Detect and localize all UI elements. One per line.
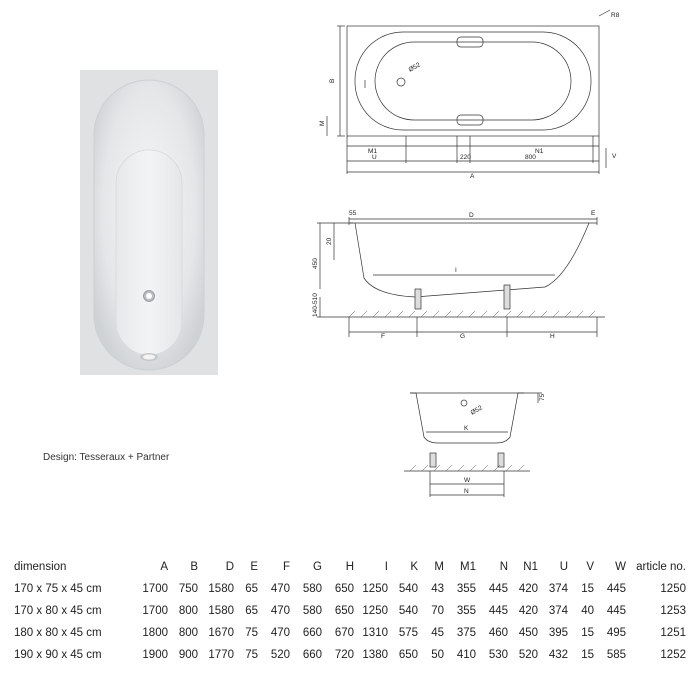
table-cell: 445 [488, 583, 508, 595]
column-header: E [250, 561, 258, 573]
column-header: N1 [523, 561, 538, 573]
column-header: U [559, 561, 568, 573]
label-h: H [550, 333, 555, 340]
table-cell: 395 [548, 627, 568, 639]
table-cell: 470 [270, 627, 290, 639]
table-cell: 650 [334, 583, 354, 595]
table-cell: 75 [245, 649, 258, 661]
table-cell: 650 [334, 605, 354, 617]
table-cell: 650 [398, 649, 418, 661]
table-cell: 420 [518, 605, 538, 617]
table-cell: 1253 [660, 605, 686, 617]
table-cell: 15 [581, 649, 594, 661]
label-220: 220 [460, 154, 471, 161]
table-cell: 445 [488, 605, 508, 617]
table-cell: 900 [178, 649, 198, 661]
label-m: M [319, 120, 326, 126]
column-header: M [434, 561, 444, 573]
label-800: 800 [525, 154, 536, 161]
column-header: G [313, 561, 322, 573]
table-cell: 800 [178, 605, 198, 617]
table-cell: 1250 [362, 583, 388, 595]
table-cell: 1250 [362, 605, 388, 617]
top-view-drawing [310, 8, 618, 180]
label-f: F [381, 333, 385, 340]
table-cell: 15 [581, 627, 594, 639]
column-header: article no. [636, 561, 686, 573]
label-e: E [591, 210, 596, 217]
label-b: B [329, 78, 336, 83]
table-cell: 445 [606, 583, 626, 595]
table-cell: 374 [548, 605, 568, 617]
table-cell: 40 [581, 605, 594, 617]
table-cell: 470 [270, 583, 290, 595]
table-cell: 495 [606, 627, 626, 639]
table-cell: 470 [270, 605, 290, 617]
table-cell: 585 [606, 649, 626, 661]
column-header: K [410, 561, 418, 573]
table-cell: 1310 [362, 627, 388, 639]
table-row [14, 578, 686, 600]
table-cell: 355 [456, 583, 476, 595]
table-cell: 75 [245, 627, 258, 639]
label-u: U [372, 154, 377, 161]
label-20: 20 [326, 237, 333, 245]
table-cell: 375 [456, 627, 476, 639]
table-header-row [14, 556, 686, 578]
column-header: H [345, 561, 354, 573]
column-header: W [615, 561, 626, 573]
table-cell: 1700 [142, 583, 168, 595]
label-d: D [469, 212, 474, 219]
table-cell: 1380 [362, 649, 388, 661]
table-cell: 45 [431, 627, 444, 639]
column-header: N [499, 561, 508, 573]
table-cell: 170 x 80 x 45 cm [14, 605, 102, 617]
table-cell: 520 [518, 649, 538, 661]
table-cell: 50 [431, 649, 444, 661]
label-i: I [455, 267, 457, 274]
side-view-drawing [305, 205, 615, 345]
table-cell: 1580 [208, 605, 234, 617]
label-k: K [464, 425, 469, 432]
table-cell: 670 [334, 627, 354, 639]
table-cell: 420 [518, 583, 538, 595]
table-cell: 374 [548, 583, 568, 595]
table-cell: 1800 [142, 627, 168, 639]
label-m1: M1 [368, 148, 378, 155]
table-cell: 170 x 75 x 45 cm [14, 583, 102, 595]
spec-table [14, 556, 686, 666]
table-cell: 580 [302, 605, 322, 617]
column-header: A [160, 561, 168, 573]
column-header: M1 [460, 561, 476, 573]
table-cell: 65 [245, 605, 258, 617]
table-cell: 660 [302, 649, 322, 661]
table-cell: 1250 [660, 583, 686, 595]
table-cell: 460 [488, 627, 508, 639]
table-cell: 575 [398, 627, 418, 639]
end-view-drawing [402, 385, 552, 505]
column-header: I [384, 561, 388, 573]
table-cell: 43 [431, 583, 444, 595]
label-450: 450 [312, 258, 319, 269]
label-r8: R8 [611, 12, 620, 19]
table-cell: 580 [302, 583, 322, 595]
bathtub-photo [80, 70, 218, 375]
label-n: N [464, 488, 469, 495]
table-cell: 720 [334, 649, 354, 661]
table-cell: 1900 [142, 649, 168, 661]
table-cell: 180 x 80 x 45 cm [14, 627, 102, 639]
designer-credit: Design: Tesseraux + Partner [43, 452, 170, 463]
column-header: B [190, 561, 198, 573]
table-cell: 1580 [208, 583, 234, 595]
column-header: dimension [14, 561, 67, 573]
table-row [14, 622, 686, 644]
table-cell: 1700 [142, 605, 168, 617]
label-v: V [612, 153, 617, 160]
table-cell: 1670 [208, 627, 234, 639]
table-cell: 70 [431, 605, 444, 617]
table-row [14, 644, 686, 666]
table-cell: 750 [178, 583, 198, 595]
table-row [14, 600, 686, 622]
table-cell: 1251 [660, 627, 686, 639]
table-cell: 432 [548, 649, 568, 661]
label-g: G [460, 333, 466, 340]
table-cell: 530 [488, 649, 508, 661]
column-header: V [586, 561, 594, 573]
table-cell: 540 [398, 605, 418, 617]
table-cell: 1770 [208, 649, 234, 661]
table-cell: 520 [270, 649, 290, 661]
table-cell: 15 [581, 583, 594, 595]
table-cell: 540 [398, 583, 418, 595]
table-cell: 355 [456, 605, 476, 617]
label-w: W [464, 477, 471, 484]
label-55: 55 [349, 210, 357, 217]
label-a: A [470, 173, 475, 180]
label-n1: N1 [535, 148, 544, 155]
label-75: 75 [539, 393, 546, 401]
table-cell: 450 [518, 627, 538, 639]
column-header: F [282, 561, 290, 573]
table-cell: 800 [178, 627, 198, 639]
column-header: D [225, 561, 234, 573]
table-cell: 190 x 90 x 45 cm [14, 649, 102, 661]
table-cell: 445 [606, 605, 626, 617]
label-o52-end: Ø52 [469, 404, 484, 417]
table-cell: 660 [302, 627, 322, 639]
label-o52: Ø52 [407, 61, 422, 74]
label-140-510: 140-510 [312, 293, 319, 317]
table-cell: 1252 [660, 649, 686, 661]
table-cell: 410 [456, 649, 476, 661]
table-cell: 65 [245, 583, 258, 595]
